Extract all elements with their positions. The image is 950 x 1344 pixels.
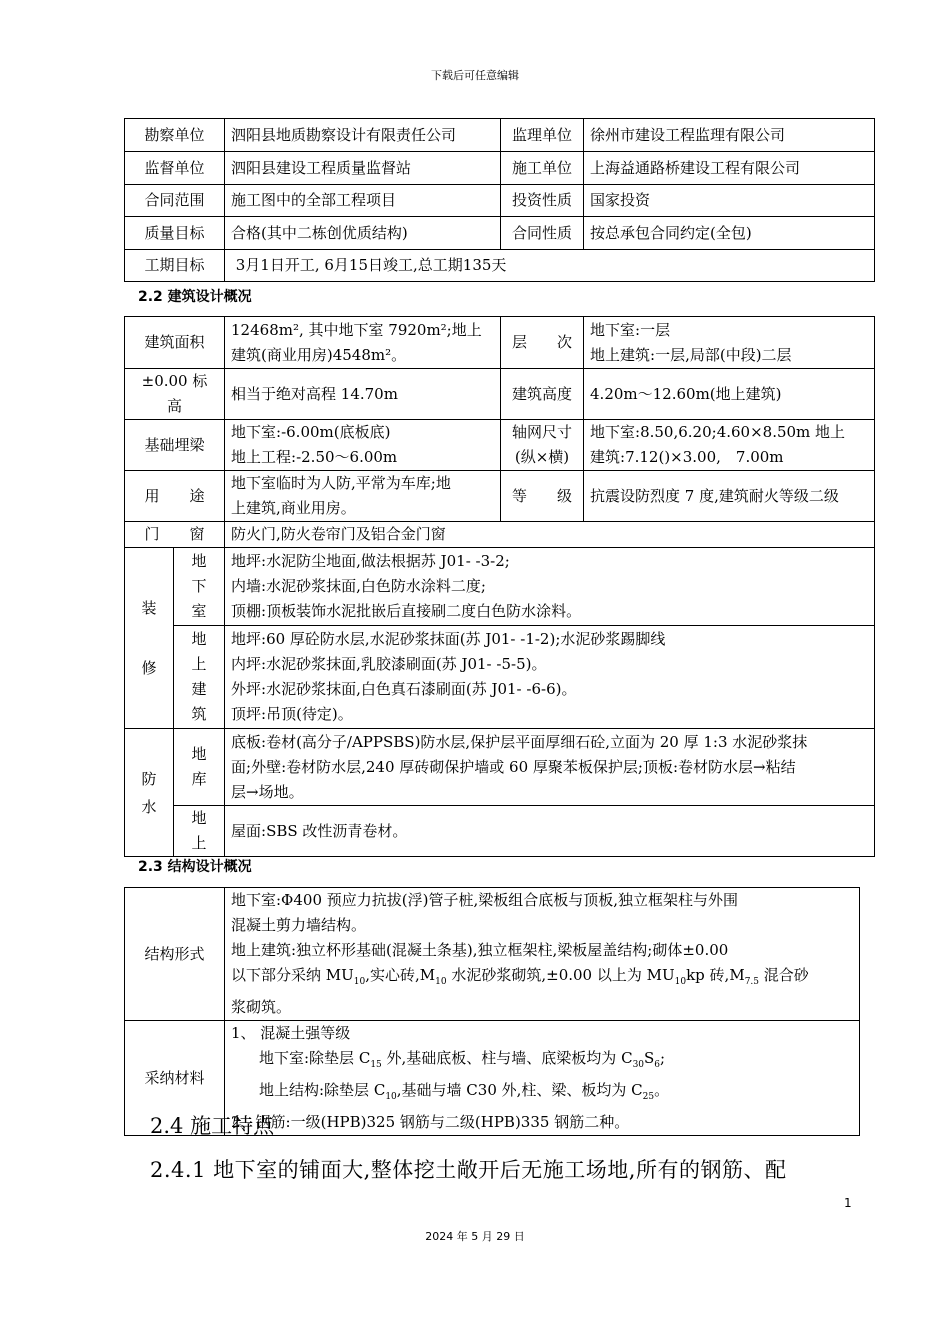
table-row <box>125 152 875 185</box>
cell-line: 高 <box>167 397 183 415</box>
table-cell: 上海益通路桥建设工程有限公司 <box>584 152 875 185</box>
table-cell: 采纳材料 <box>125 1021 225 1136</box>
subscript: 6 <box>654 1060 661 1070</box>
table-cell: 投资性质 <box>501 185 584 217</box>
cell-line: 外坪:水泥砂浆抹面,白色真石漆刷面(苏 J01- -6-6)。 <box>231 680 577 698</box>
table-row <box>125 369 875 420</box>
cell-line: 上建筑,商业用房。 <box>231 499 356 517</box>
cell-line: 轴网尺寸 <box>512 423 573 441</box>
cell-line: 地下室:8.50,6.20;4.60×8.50m 地上 <box>590 423 846 441</box>
vertical-label: 地上 <box>191 809 207 852</box>
table-cell: 徐州市建设工程监理有限公司 <box>584 119 875 152</box>
table-row <box>125 888 860 1021</box>
table-cell <box>125 369 225 420</box>
subscript: 10 <box>353 977 366 987</box>
table-cell: 泗阳县地质勘察设计有限责任公司 <box>225 119 501 152</box>
subscript: 10 <box>385 1092 397 1102</box>
subscript: 30 <box>632 1060 645 1070</box>
cell-line: 内坪:水泥砂浆抹面,乳胶漆刷面(苏 J01- -5-5)。 <box>231 655 547 673</box>
table-cell: 基础埋梁 <box>125 420 225 471</box>
cell-line: 地下室:一层 <box>590 320 671 339</box>
cell-line: ±0.00 标 <box>141 372 208 390</box>
vertical-label: 防水 <box>141 769 157 816</box>
table-cell: 建筑面积 <box>125 317 225 369</box>
text-run: 外,基础底板、柱与墙、底梁板均为 C <box>381 1049 633 1067</box>
table-cell: 监督单位 <box>125 152 225 185</box>
cell-line: 层→场地。 <box>231 782 304 801</box>
cell-line: 地上建筑:独立杯形基础(混凝土条基),独立框架柱,梁板屋盖结构;砌体±0.00 <box>231 941 729 959</box>
text-run: ,实心砖,M <box>365 966 436 984</box>
text-run: 水泥砂浆砌筑,±0.00 以上为 MU <box>446 966 675 984</box>
vertical-label: 地库 <box>191 745 207 788</box>
cell-line: 地坪:水泥防尘地面,做法根据苏 J01- -3-2; <box>231 552 510 570</box>
cell-line: (纵×横) <box>514 448 570 466</box>
subscript: 10 <box>674 977 687 987</box>
cell-line <box>231 1046 853 1078</box>
table-cell: 施工图中的全部工程项目 <box>225 185 501 217</box>
table-cell <box>225 317 501 369</box>
table-row <box>125 626 875 729</box>
table-cell: 监理单位 <box>501 119 584 152</box>
footer-date: 2024 年 5 月 29 日 <box>425 1230 525 1243</box>
table-cell: 结构形式 <box>125 888 225 1021</box>
table-cell: 质量目标 <box>125 217 225 250</box>
table-cell <box>501 420 584 471</box>
table-cell: 勘察单位 <box>125 119 225 152</box>
structure-table <box>124 887 860 1136</box>
cell-line: 1、 混凝土强等级 <box>231 1024 351 1042</box>
text-run: ; <box>660 1049 666 1067</box>
table-cell: 3月1日开工, 6月15日竣工,总工期135天 <box>225 250 875 282</box>
vertical-label: 地下室 <box>191 552 207 620</box>
text-run: kp 砖,M <box>686 966 745 984</box>
project-info-table <box>124 118 875 282</box>
table-row <box>125 119 875 152</box>
table-cell: 合格(其中二栋创优质结构) <box>225 217 501 250</box>
table-cell <box>584 317 875 369</box>
cell-line: 建筑:7.12()×3.00, 7.00m <box>590 448 784 466</box>
table-cell <box>584 420 875 471</box>
table-cell: 层 次 <box>501 317 584 369</box>
table-cell <box>174 626 225 729</box>
cell-line: 2、钢筋:一级(HPB)325 钢筋与二级(HPB)335 钢筋二种。 <box>231 1113 630 1131</box>
cell-line: 地坪:60 厚砼防水层,水泥砂浆抹面(苏 J01- -1-2);水泥砂浆踢脚线 <box>231 630 666 648</box>
cell-line: 顶坪:吊顶(待定)。 <box>231 705 353 723</box>
table-row <box>125 471 875 522</box>
cell-line: 地下室临时为人防,平常为车库;地 <box>231 474 451 492</box>
cell-line <box>231 963 853 995</box>
table-cell: 门 窗 <box>125 522 225 548</box>
text-run: 地上结构:除垫层 C <box>259 1081 386 1099</box>
page-header: 下载后可任意编辑 <box>431 69 519 82</box>
table-row <box>125 522 875 548</box>
table-cell <box>174 548 225 626</box>
paragraph-2-4-1: 2.4.1 地下室的铺面大,整体挖土敞开后无施工场地,所有的钢筋、配 <box>150 1158 787 1182</box>
text-run: 以下部分采纳 MU <box>231 966 354 984</box>
section-heading-2-4: 2.4 施工特点 <box>150 1114 275 1138</box>
table-row <box>125 548 875 626</box>
table-row <box>125 317 875 369</box>
table-cell: 抗震设防烈度 7 度,建筑耐火等级二级 <box>584 471 875 522</box>
table-cell <box>225 1021 860 1136</box>
subscript: 25 <box>642 1092 655 1102</box>
cell-line <box>231 1078 853 1110</box>
table-row <box>125 185 875 217</box>
table-cell: 合同性质 <box>501 217 584 250</box>
text-run: S <box>644 1049 655 1067</box>
vertical-label: 装修 <box>141 599 157 677</box>
table-row <box>125 217 875 250</box>
table-row <box>125 420 875 471</box>
table-cell: 泗阳县建设工程质量监督站 <box>225 152 501 185</box>
section-heading-2-2: 2.2 建筑设计概况 <box>138 289 252 305</box>
text-run: ,基础与墙 C30 外,柱、梁、板均为 C <box>396 1081 643 1099</box>
text-run: 混合砂 <box>759 966 809 984</box>
table-cell: 工期目标 <box>125 250 225 282</box>
table-cell <box>225 471 501 522</box>
table-cell <box>125 729 174 857</box>
subscript: 15 <box>370 1060 382 1070</box>
table-cell: 按总承包合同约定(全包) <box>584 217 875 250</box>
cell-line: 建筑(商业用房)4548m²。 <box>231 345 407 364</box>
table-cell: 等 级 <box>501 471 584 522</box>
table-cell: 4.20m～12.60m(地上建筑) <box>584 369 875 420</box>
text-run: 地下室:除垫层 C <box>259 1049 371 1067</box>
table-cell: 相当于绝对高程 14.70m <box>225 369 501 420</box>
table-cell <box>225 626 875 729</box>
table-cell <box>225 420 501 471</box>
table-cell: 屋面:SBS 改性沥青卷材。 <box>225 806 875 857</box>
cell-line: 地下室:-6.00m(底板底) <box>231 423 391 441</box>
cell-line: 混凝土剪力墙结构。 <box>231 916 367 934</box>
table-cell: 合同范围 <box>125 185 225 217</box>
cell-line: 内墙:水泥砂浆抹面,白色防水涂料二度; <box>231 577 486 595</box>
architecture-table <box>124 316 875 857</box>
cell-line: 地上工程:-2.50～6.00m <box>231 448 398 466</box>
table-row <box>125 729 875 806</box>
cell-line: 12468m², 其中地下室 7920m²;地上 <box>231 320 482 339</box>
table-cell <box>125 548 174 729</box>
cell-line: 地上建筑:一层,局部(中段)二层 <box>590 345 792 364</box>
text-run: 。 <box>654 1081 670 1099</box>
vertical-label: 地上建筑 <box>191 630 207 723</box>
cell-line: 地下室:Φ400 预应力抗拔(浮)管子桩,梁板组合底板与顶板,独立框架柱与外围 <box>231 891 738 909</box>
table-row <box>125 806 875 857</box>
table-cell <box>174 729 225 806</box>
table-cell <box>174 806 225 857</box>
cell-line: 底板:卷材(高分子/APPSBS)防水层,保护层平面厚细石砼,立面为 20 厚 1:3 水泥砂浆抹 <box>231 732 808 751</box>
table-cell: 施工单位 <box>501 152 584 185</box>
table-cell: 国家投资 <box>584 185 875 217</box>
table-cell <box>225 548 875 626</box>
table-cell <box>225 729 875 806</box>
section-heading-2-3: 2.3 结构设计概况 <box>138 859 252 875</box>
subscript: 10 <box>435 977 447 987</box>
subscript: 7.5 <box>744 977 760 987</box>
table-cell <box>225 888 860 1021</box>
table-cell: 建筑高度 <box>501 369 584 420</box>
cell-line: 浆砌筑。 <box>231 998 292 1016</box>
page-number: 1 <box>844 1196 852 1210</box>
table-cell: 防火门,防火卷帘门及铝合金门窗 <box>225 522 875 548</box>
table-row <box>125 250 875 282</box>
cell-line: 顶棚:顶板装饰水泥批嵌后直接刷二度白色防水涂料。 <box>231 602 582 620</box>
cell-line: 面;外壁:卷材防水层,240 厚砖砌保护墙或 60 厚聚苯板保护层;顶板:卷材防水层→粘结 <box>231 757 796 776</box>
table-cell: 用 途 <box>125 471 225 522</box>
